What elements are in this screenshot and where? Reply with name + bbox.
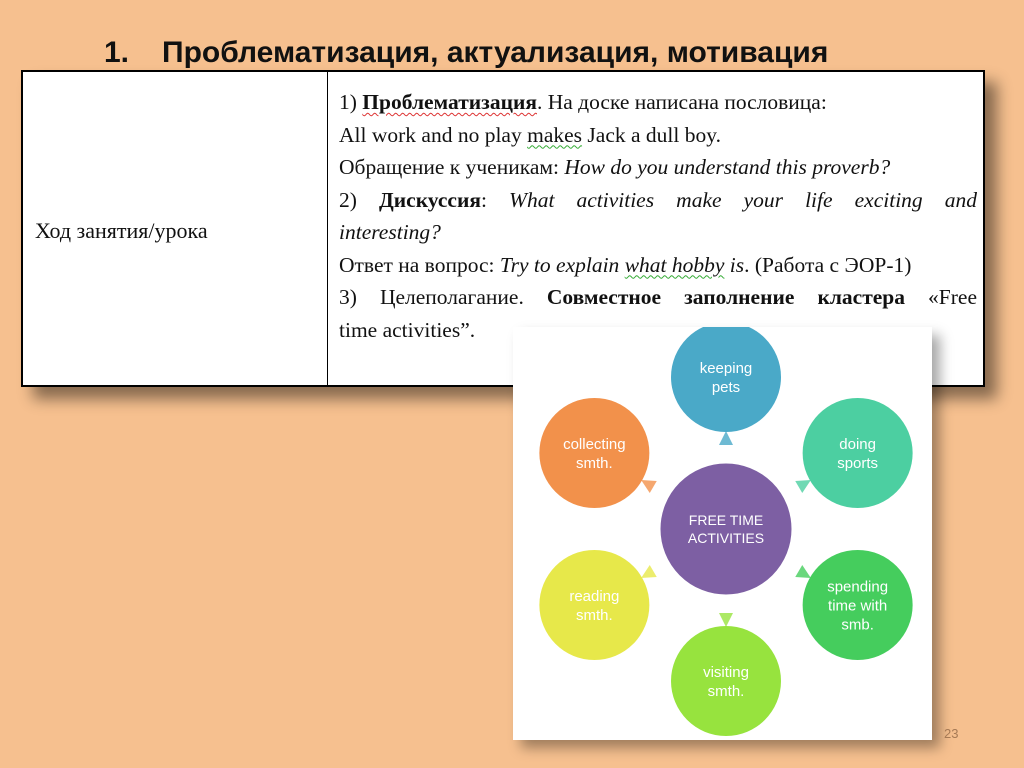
goal-bold: Совместное заполнение кластера (546, 285, 906, 309)
reading-label: reading (569, 587, 620, 605)
step-number: 2) (339, 187, 379, 212)
discussion-question: What activities make your life exciting and (509, 187, 977, 212)
visiting-node (671, 626, 781, 736)
spending-time-label: smb. (841, 616, 874, 634)
visiting-label: smth. (707, 682, 745, 700)
table-left-cell (23, 72, 328, 385)
slide-number: 23 (944, 726, 959, 741)
keeping-pets-label: pets (711, 378, 741, 396)
step-number: 1) (339, 90, 363, 114)
reading-label: smth. (576, 606, 613, 624)
visiting-connector-arrow (719, 613, 733, 627)
visiting-label: visiting (703, 663, 749, 681)
address-label: Обращение к ученикам: (339, 155, 565, 179)
proverb-part: makes (527, 122, 583, 147)
goal-line (339, 281, 977, 314)
collecting-label: smth. (576, 454, 613, 472)
collecting-node (539, 398, 649, 508)
slide-title (104, 36, 828, 70)
collecting-label: collecting (563, 435, 626, 453)
center-node-label: FREE TIME (688, 511, 764, 528)
answer-part: Try to explain (499, 252, 625, 277)
proverb-part: All work and no play (339, 122, 528, 147)
goal-line-cont: time activities”. (339, 317, 476, 342)
center-node-label: ACTIVITIES (687, 529, 765, 546)
spending-time-connector-arrow (795, 565, 811, 578)
doing-sports-node (803, 398, 913, 508)
cluster-svg (513, 327, 932, 740)
keeping-pets-connector-arrow (719, 431, 733, 445)
answer-part: what hobby (624, 252, 725, 277)
discussion-line (339, 184, 977, 217)
slide-title-number: 1. (104, 36, 130, 69)
spending-time-label: time with (828, 597, 888, 615)
slide-title-text: Проблематизация, актуализация, мотивация (162, 36, 829, 69)
problem-text: . На доске написана пословица: (536, 90, 827, 114)
problem-heading: Проблематизация (362, 90, 537, 114)
proverb-line (339, 119, 977, 152)
doing-sports-connector-arrow (795, 480, 811, 493)
proverb-part: Jack a dull boy. (582, 122, 721, 147)
goal-label: 3) Целеполагание. (339, 285, 547, 309)
doing-sports-label: doing (839, 435, 876, 453)
answer-part: is (724, 252, 745, 277)
keeping-pets-label: keeping (699, 359, 753, 377)
answer-label: Ответ на вопрос: (339, 252, 500, 277)
answer-resource: . (Работа с ЭОР-1) (744, 252, 912, 277)
table-right-cell (339, 86, 977, 346)
address-question: How do you understand this proverb? (564, 155, 891, 179)
colon: : (480, 187, 510, 212)
spending-time-label: spending (827, 578, 889, 596)
discussion-heading: Дискуссия (378, 187, 481, 212)
lesson-stage-label: Ход занятия/урока (35, 218, 208, 243)
free-time-cluster-diagram (513, 327, 932, 740)
goal-quote: «Free (905, 285, 978, 309)
problem-line (339, 86, 977, 119)
address-line (339, 151, 977, 184)
discussion-line-cont: interesting? (339, 220, 441, 244)
answer-line (339, 249, 977, 282)
collecting-connector-arrow (641, 480, 657, 493)
reading-connector-arrow (641, 565, 657, 578)
doing-sports-label: sports (837, 454, 879, 472)
reading-node (539, 550, 649, 660)
